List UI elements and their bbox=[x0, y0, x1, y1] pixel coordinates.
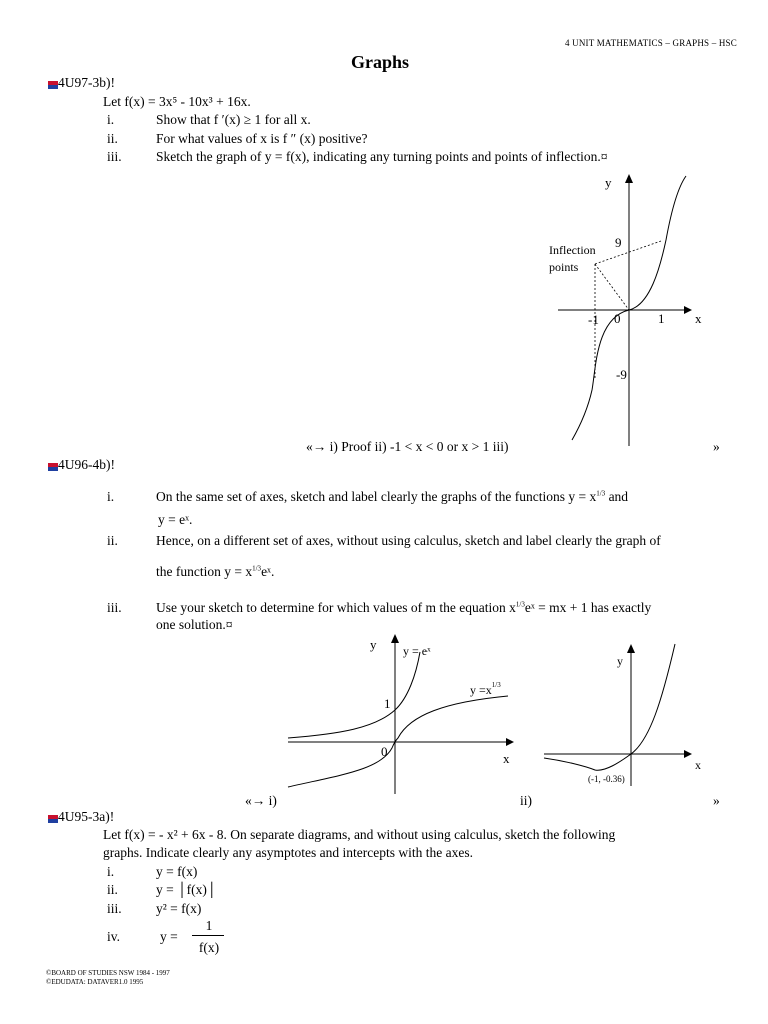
part-text: y² = f(x) bbox=[156, 901, 202, 916]
question-id: 4U95-3a)! bbox=[58, 809, 115, 824]
copyright-line: ©EDUDATA: DATAVER1.0 1995 bbox=[46, 978, 144, 986]
part-text: y = bbox=[160, 929, 178, 944]
cbrt-curve-label: $y =x^{1/3}$ bbox=[470, 681, 501, 697]
part-number: i. bbox=[107, 112, 115, 127]
question-id: 4U97-3b)! bbox=[58, 75, 115, 90]
fraction-numerator: 1 bbox=[205, 918, 213, 933]
exp-cbrt-graph bbox=[280, 630, 520, 796]
answer-text: ii) bbox=[520, 793, 532, 808]
tick-neg9-label: -9 bbox=[616, 367, 627, 382]
part-text: y = │f(x)│ bbox=[156, 882, 217, 897]
flag-icon bbox=[48, 815, 58, 823]
part-number: i. bbox=[107, 864, 115, 879]
exp-curve-label: y = eˣ bbox=[403, 644, 431, 658]
part-number: iii. bbox=[107, 149, 122, 164]
origin-label: 0 bbox=[614, 311, 621, 326]
part-number: ii. bbox=[107, 131, 118, 146]
question-stem: graphs. Indicate clearly any asymptotes and intercepts with the axes. bbox=[103, 845, 473, 860]
tick-1-label: 1 bbox=[658, 311, 665, 326]
part-number: ii. bbox=[107, 533, 118, 548]
part-text: On the same set of axes, sketch and label clearly the graphs of the functions $y = x^{1/3}$ and bbox=[156, 489, 629, 504]
origin-label: 0 bbox=[381, 744, 388, 759]
copyright-line: ©BOARD OF STUDIES NSW 1984 - 1997 bbox=[46, 969, 170, 977]
answer-text: «→ i) Proof ii) -1 < x < 0 or x > 1 iii) bbox=[306, 439, 509, 454]
flag-icon bbox=[48, 463, 58, 471]
part-number: iv. bbox=[107, 929, 120, 944]
x-axis-label: x bbox=[695, 311, 702, 326]
part-text: Use your sketch to determine for which values of m the equation $x^{1/3}eˣ$ = mx + 1 has exactly bbox=[156, 600, 652, 615]
inflection-label: Inflection bbox=[549, 243, 596, 257]
part-text: one solution.¤ bbox=[156, 617, 233, 632]
part-text: Show that f ′(x) ≥ 1 for all x. bbox=[156, 112, 311, 127]
minimum-point-label: (-1, -0.36) bbox=[588, 774, 625, 784]
x-axis-label: x bbox=[503, 751, 510, 766]
part-text: For what values of x is f ″ (x) positive? bbox=[156, 131, 368, 146]
product-graph bbox=[540, 640, 710, 790]
fraction-bar bbox=[192, 935, 224, 936]
part-number: iii. bbox=[107, 600, 122, 615]
y-axis-label: y bbox=[617, 654, 623, 668]
part-text: Sketch the graph of y = f(x), indicating any turning points and points of inflection.¤ bbox=[156, 149, 608, 164]
part-number: ii. bbox=[107, 882, 118, 897]
page-title: Graphs bbox=[351, 52, 410, 72]
part-text: the function $y = x^{1/3}eˣ$. bbox=[156, 564, 275, 579]
answer-end-mark: » bbox=[713, 439, 720, 454]
inflection-graph bbox=[540, 168, 720, 450]
question-stem: Let f(x) = - x² + 6x - 8. On separate diagrams, and without using calculus, sketch the following bbox=[103, 827, 616, 842]
y-axis-label: y bbox=[370, 637, 377, 652]
x-axis-label: x bbox=[695, 758, 701, 772]
question-id: 4U96-4b)! bbox=[58, 457, 115, 472]
part-number: iii. bbox=[107, 901, 122, 916]
tick-neg1-label: -1 bbox=[588, 312, 599, 327]
tick-1-label: 1 bbox=[384, 696, 391, 711]
course-header: 4 UNIT MATHEMATICS – GRAPHS – HSC bbox=[565, 38, 737, 48]
flag-icon bbox=[48, 81, 58, 89]
part-text: Hence, on a different set of axes, without using calculus, sketch and label clearly the graph of bbox=[156, 533, 661, 548]
part-text: y = f(x) bbox=[156, 864, 198, 879]
fraction-denominator: f(x) bbox=[198, 940, 220, 955]
part-text: y = eˣ. bbox=[158, 512, 193, 527]
tick-9-label: 9 bbox=[615, 235, 622, 250]
question-stem: Let f(x) = 3x⁵ - 10x³ + 16x. bbox=[103, 94, 251, 109]
inflection-label: points bbox=[549, 260, 579, 274]
answer-text: «→ i) bbox=[245, 793, 277, 808]
part-number: i. bbox=[107, 489, 115, 504]
answer-end-mark: » bbox=[713, 793, 720, 808]
y-axis-label: y bbox=[605, 175, 612, 190]
